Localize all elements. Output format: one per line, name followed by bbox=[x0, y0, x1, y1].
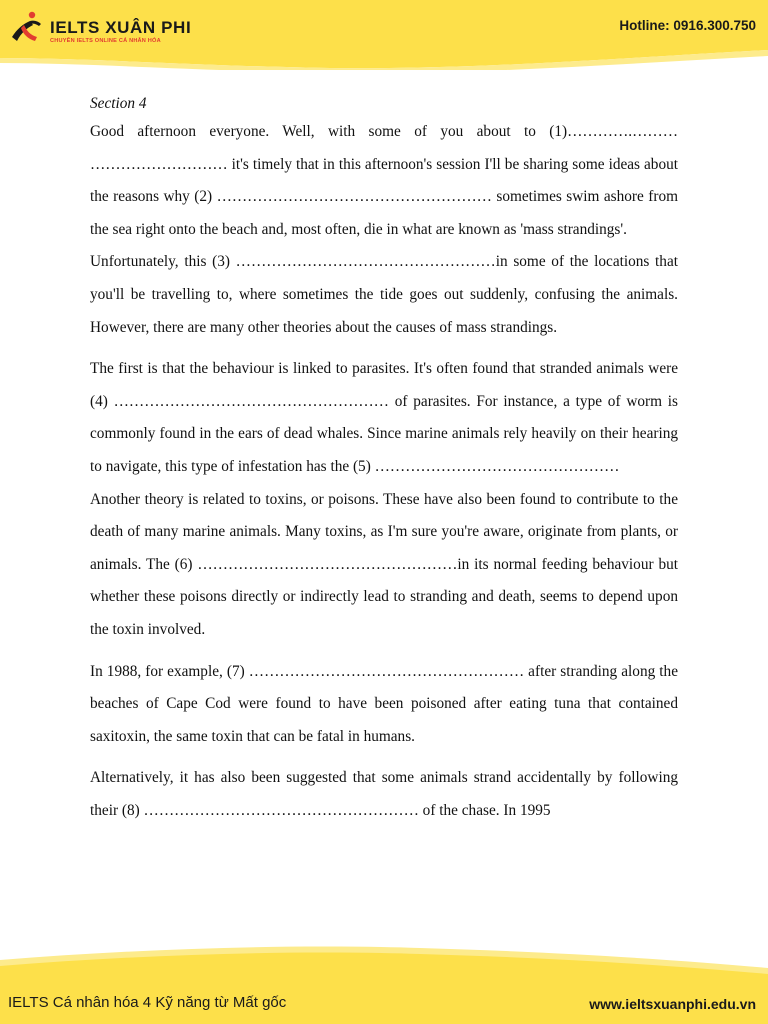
paragraph: In 1988, for example, (7) ……………………………………………… after stranding along the beaches of Cape Cod were found to have been poisoned after eating tuna that contained saxitoxin, the same toxin that can be fatal in humans. bbox=[90, 662, 678, 745]
document-body bbox=[90, 92, 678, 827]
paragraph: Another theory is related to toxins, or poisons. These have also been found to contribute to the death of many marine animals. Many toxins, as I'm sure you're aware, originate from plants, or animals. The (6) ……………………………………………in its normal feeding behaviour but whether these poisons directly or indirectly lead to stranding and death, seems to depend upon the toxin involved. bbox=[90, 490, 678, 638]
section-title: Section 4 bbox=[90, 95, 147, 112]
paragraph: Alternatively, it has also been suggested that some animals strand accidentally by following their (8) ……………………………………………… of the chase. In 1995 bbox=[90, 769, 678, 819]
paragraph: Good afternoon everyone. Well, with some of you about to (1)………….……… ……………………… it's timely that in this afternoon's session I'll be sharing some ideas about the reasons why (2) ……………………………………………… sometimes swim ashore from the sea right onto the beach and, most often, die in what are known as 'mass strandings'. bbox=[90, 123, 678, 238]
header-banner bbox=[0, 0, 768, 70]
brand-tagline: CHUYÊN IELTS ONLINE CÁ NHÂN HÓA bbox=[50, 38, 161, 44]
brand-logo[interactable] bbox=[8, 8, 228, 48]
runner-logo-icon bbox=[8, 10, 44, 46]
footer-banner bbox=[0, 938, 768, 1024]
footer-website-link[interactable]: www.ieltsxuanphi.edu.vn bbox=[589, 996, 756, 1012]
footer-slogan: IELTS Cá nhân hóa 4 Kỹ năng từ Mất gốc bbox=[8, 994, 287, 1011]
brand-name: IELTS XUÂN PHI bbox=[50, 18, 192, 37]
paragraph: Unfortunately, this (3) ……………………………………………in some of the locations that you'll be travelling to, where sometimes the tide goes out suddenly, confusing the animals. However, there are many other theories about the causes of mass strandings. bbox=[90, 253, 678, 336]
paragraph: The first is that the behaviour is linked to parasites. It's often found that stranded animals were (4) ……………………………………………… of parasites. For instance, a type of worm is commonly found in the ears of dead whales. Since marine animals rely heavily on their hearing to navigate, this type of infestation has the (5) ………………………………………… bbox=[90, 360, 678, 475]
hotline[interactable]: Hotline: 0916.300.750 bbox=[619, 18, 756, 33]
